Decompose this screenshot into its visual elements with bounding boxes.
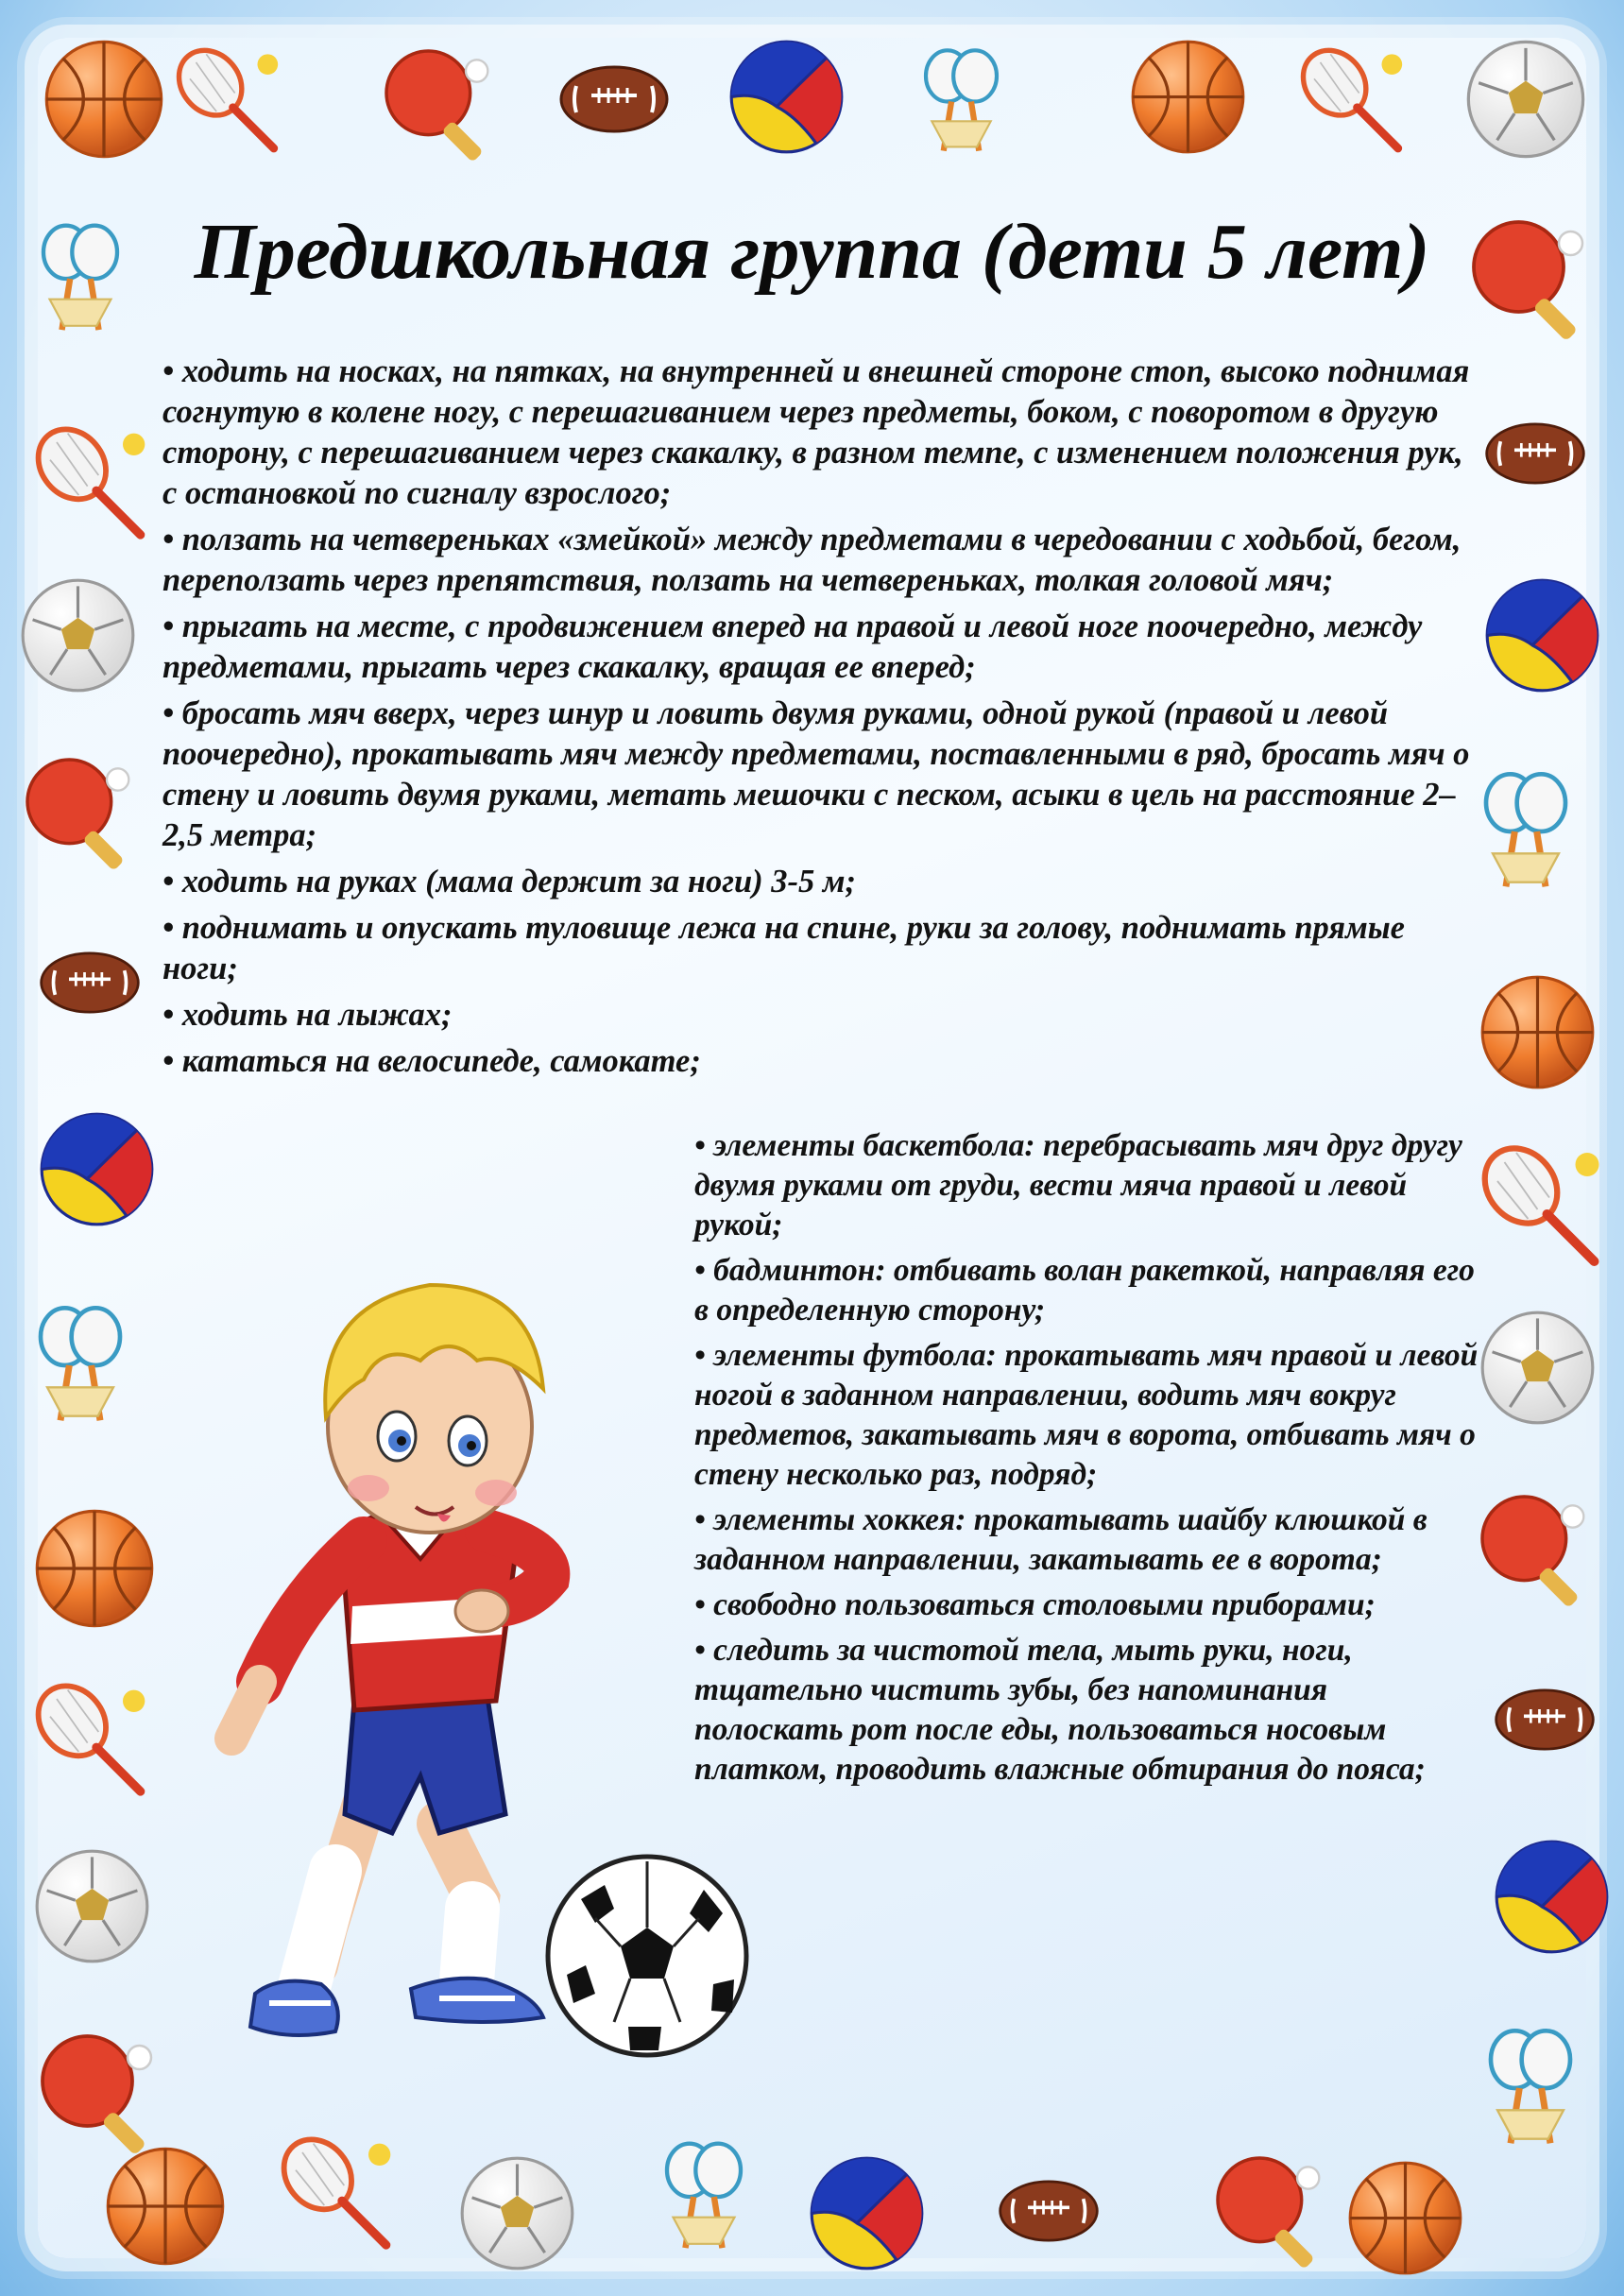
tennis-racket-icon [25, 416, 145, 535]
basketball-icon [37, 1511, 151, 1625]
tennis-racket-icon [270, 2126, 391, 2245]
badminton-shuttlecock-icon [667, 2144, 741, 2249]
basketball-icon [1482, 977, 1593, 1088]
list-item: • ползать на четвереньках «змейкой» между предметами в чередовании с ходьбой, бегом, переползать через препятствия, ползать на четвереньках, толкая головой мяч; [162, 522, 1462, 598]
list-item: • элементы хоккея: прокатывать шайбу клюшкой в заданном направлении, закатывать ее в ворота; [694, 1502, 1427, 1577]
list-item: • ходить на руках (мама держит за ноги) 3-5 м; [162, 864, 857, 900]
soccer-ball-icon [23, 580, 133, 691]
list-item: • ходить на носках, на пятках, на внутренней и внешней стороне стоп, высоко поднимая согнутую в колене ногу, с перешагиванием через предметы, боком, с поворотом в другую сторону, с перешагиванием через скакалку, в разном темпе, с изменением положения рук, с остановкой по сигналу взрослого; [162, 353, 1470, 511]
tennis-racket-icon [166, 38, 278, 148]
soccer-ball-icon [1482, 1312, 1593, 1423]
volleyball-icon [812, 2158, 922, 2269]
badminton-shuttlecock-icon [1491, 2030, 1570, 2143]
badminton-shuttlecock-icon [1486, 774, 1565, 886]
basketball-icon [1133, 42, 1243, 152]
list-item: • следить за чистотой тела, мыть руки, ноги, тщательно чистить зубы, без напоминания полоскать рот после еды, пользоваться носовым платком, проводить влажные обтирания до пояса; [694, 1633, 1426, 1787]
page-title: Предшкольная группа (дети 5 лет) [194, 208, 1430, 296]
badminton-shuttlecock-icon [41, 1308, 120, 1420]
basketball-icon [1350, 2163, 1461, 2273]
volleyball-icon [1496, 1842, 1607, 1952]
tennis-racket-icon [1291, 38, 1402, 148]
american-football-icon [1496, 1690, 1594, 1749]
ping-pong-paddle-icon [27, 760, 128, 871]
american-football-icon [1000, 2182, 1098, 2240]
tennis-racket-icon [1470, 1134, 1599, 1261]
list-item: • ходить на лыжах; [162, 997, 453, 1033]
volleyball-icon [1487, 580, 1598, 691]
list-item: • бросать мяч вверх, через шнур и ловить двумя руками, одной рукой (правой и левой поочередно), прокатывать мяч между предметами, поставленными в ряд, бросать мяч о стену и ловить двумя руками, метать мешочки с песком, асыки в цель на расстояние 2–2,5 метра; [162, 695, 1470, 853]
volleyball-icon [731, 42, 842, 152]
american-football-icon [1487, 424, 1584, 483]
soccer-ball-icon [37, 1851, 147, 1962]
skills-list-sports [694, 1126, 1479, 1795]
list-item: • прыгать на месте, с продвижением вперед на правой и левой ноге поочередно, между предметами, прыгать через скакалку, вращая ее вперед; [162, 608, 1423, 685]
soccer-ball-icon [543, 1852, 751, 2060]
basketball-icon [108, 2149, 222, 2263]
list-item: • элементы баскетбола: перебрасывать мяч друг другу двумя руками от груди, вести мяча правой и левой рукой; [694, 1128, 1462, 1242]
list-item: • кататься на велосипеде, самокате; [162, 1043, 701, 1079]
ping-pong-paddle-icon [1218, 2158, 1319, 2270]
soccer-ball-icon [462, 2158, 573, 2269]
list-item: • бадминтон: отбивать волан ракеткой, направляя его в определенную сторону; [694, 1253, 1475, 1328]
ping-pong-paddle-icon [386, 51, 487, 163]
list-item: • поднимать и опускать туловище лежа на спине, руки за голову, поднимать прямые ноги; [162, 910, 1405, 986]
ping-pong-paddle-icon [43, 2036, 151, 2155]
badminton-shuttlecock-icon [926, 50, 997, 150]
american-football-icon [561, 67, 667, 131]
basketball-icon [46, 42, 161, 156]
soccer-ball-icon [1468, 42, 1582, 156]
ping-pong-paddle-icon [1482, 1497, 1583, 1608]
skills-list-main [162, 351, 1476, 1088]
list-item: • элементы футбола: прокатывать мяч правой и левой ногой в заданном направлении, водить мяч вокруг предметов, закатывать мяч в ворота, отбивать мяч о стену несколько раз, подряд; [694, 1338, 1479, 1492]
tennis-racket-icon [25, 1672, 145, 1791]
list-item: • свободно пользоваться столовыми приборами; [694, 1587, 1376, 1622]
american-football-icon [42, 953, 139, 1012]
volleyball-icon [42, 1114, 152, 1225]
